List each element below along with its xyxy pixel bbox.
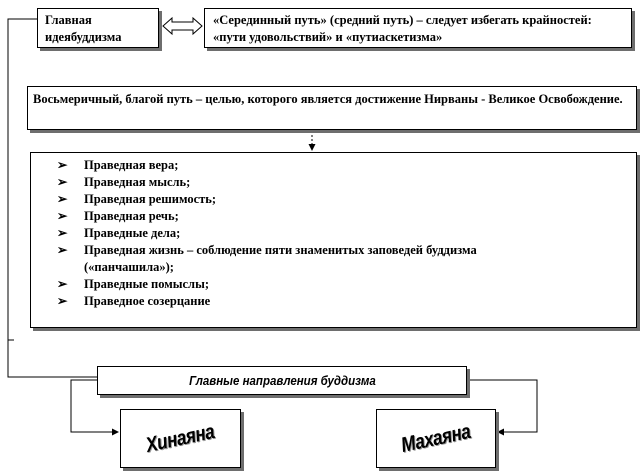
- list-item: ➢ Праведная жизнь – соблюдение пяти знаменитых заповедей буддизма («панчашила»);: [57, 243, 477, 274]
- main-idea-box: [37, 8, 159, 48]
- arrow-bullet-icon: ➢: [57, 158, 68, 172]
- path-items-box: [30, 152, 637, 328]
- mahayana-box: [376, 409, 496, 468]
- arrow-bullet-icon: ➢: [57, 226, 68, 240]
- arrow-bullet-icon: ➢: [57, 277, 68, 291]
- list-item: ➢ Праведная мысль;: [57, 175, 191, 189]
- main-idea-text: Главная идеябуддизма: [45, 13, 122, 44]
- path-items-list: [31, 153, 636, 310]
- list-item: ➢ Праведное созерцание: [57, 294, 211, 308]
- eightfold-path-text: Восьмеричный, благой путь – целью, которого является достижение Нирваны - Великое Освобождение.: [33, 92, 623, 106]
- arrow-bullet-icon: ➢: [57, 243, 68, 257]
- middle-way-box: [204, 8, 632, 48]
- hinayana-box: [120, 409, 241, 468]
- arrow-bullet-icon: ➢: [57, 294, 68, 308]
- list-item: ➢ Праведная вера;: [57, 158, 179, 172]
- directions-title: Главные направления буддизма: [188, 374, 376, 388]
- list-item: ➢ Праведные дела;: [57, 226, 181, 240]
- list-item: ➢ Праведная решимость;: [57, 192, 217, 206]
- arrow-bullet-icon: ➢: [57, 192, 68, 206]
- list-item: ➢ Праведные помыслы;: [57, 277, 209, 291]
- double-arrow: [163, 18, 202, 34]
- mahayana-label: Махаяна: [399, 419, 473, 457]
- directions-title-box: [97, 366, 467, 395]
- list-item: ➢ Праведная речь;: [57, 209, 179, 223]
- hinayana-label: Хинаяна: [144, 419, 217, 457]
- arrow-bullet-icon: ➢: [57, 209, 68, 223]
- arrow-bullet-icon: ➢: [57, 175, 68, 189]
- middle-way-text: «Серединный путь» (средний путь) – следует избегать крайностей: «пути удовольствий» и «путиаскетизма»: [213, 13, 592, 44]
- eightfold-path-box: [27, 86, 637, 130]
